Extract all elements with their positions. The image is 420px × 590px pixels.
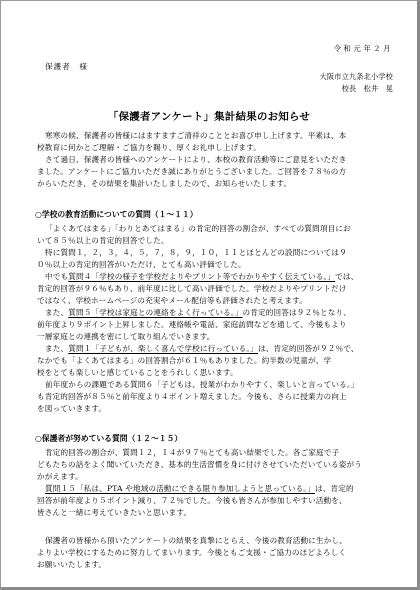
paragraph-line: なかでも「よくあてはまる」の回答割合が６１％もありました。約半数の児童が、学	[37, 356, 332, 365]
paragraph-line: 「よくあてはまる」「わりとあてはまる」の肯定的回答の割合が、すべての質問項目にお	[45, 224, 351, 233]
recipient: 保護者 様	[45, 62, 88, 71]
closing-line: よりよい学校にするために努力してまいります。今後ともご支援・ご協力のほどよろしく	[37, 548, 347, 557]
text: また、	[45, 308, 69, 317]
closing-line: 保護者の皆様から頂いたアンケートの結果を真摯にとらえ、今後の教育活動に生かし、	[45, 536, 348, 545]
paragraph-line: ０％以上の肯定的回答がいただけ、とても高い評価でした。	[37, 260, 246, 269]
paragraph-line: 肯定的回答が９６％もあり、前年度に比して高い評価でした。学校だよりやプリントだけ	[37, 284, 347, 293]
document-title: 「保護者アンケート」集計結果のお知らせ	[107, 111, 311, 123]
underlined-question: 質問１５「私は、PTA や地域の活動にできる限り参加しようと思っている。」	[45, 484, 315, 493]
paragraph-line: 一層家庭との連携を密にして取り組んでいきます。	[37, 332, 215, 341]
text: では、	[335, 272, 359, 281]
document-date: 令和元年２月	[333, 44, 393, 53]
paragraph-line	[45, 483, 354, 495]
underlined-question: 質問５「学校は家庭との連絡をよく行っている。」	[68, 308, 243, 317]
paragraph-line: を図っていきます。	[37, 404, 107, 413]
text: また、	[45, 344, 69, 353]
paragraph-line: かがえます。	[37, 472, 83, 481]
text: は、肯定的	[315, 484, 354, 493]
paragraph-line: 回答が前年度より５ポイント減り、７２％でした。今後も皆さんが参加しやすい活動を、	[37, 496, 347, 505]
paragraph-line	[45, 343, 359, 355]
underlined-question: 質問４「学校の様子を学校だよりやプリント等でわかりやすく伝えている。」	[68, 272, 336, 281]
principal-name: 校長 松井 晃	[341, 84, 393, 93]
paragraph-line: 肯定的回答の割合が、質問１２，１４が９７％とても高い結果でした。各ご家庭で子	[45, 448, 340, 457]
paragraph-line: どもたちの話をよく聞いていただき、基本的生活習慣を身に付けさせていただいている姿がう	[37, 460, 362, 469]
intro-line: ました。アンケートにご協力いただき誠にありがとうございました。ご回答を７８％の方	[37, 167, 347, 176]
text: 中でも	[45, 272, 69, 281]
intro-line: 寒寒の候、保護者の皆様にはますますご清祥のこととお喜び申し上げます。平素は、本	[45, 131, 347, 140]
underlined-question: 質問１「子どもが、楽しく喜んで学校に行っている。」	[68, 344, 259, 353]
paragraph-line	[45, 307, 351, 319]
closing-line: お願いいたします。	[37, 560, 107, 569]
school-name: 大阪市立九条北小学校	[319, 72, 393, 81]
paragraph-line	[45, 271, 358, 283]
paragraph-line: も肯定的回答が８５％と前年度より４ポイント増えました。今後も、さらに授業力の向上	[37, 392, 347, 401]
intro-line: からいただき、その結果を集計いたしましたので、お知らせいたします。	[37, 179, 292, 188]
paragraph-line: 前年度より９ポイント上昇しました。連絡帳や電話、家庭訪問などを通して、今後もより	[37, 320, 347, 329]
intro-line: さて過日、保護者の皆様へのアンケートにより、本校の教育活動等にご意見をいただき	[45, 155, 347, 164]
intro-line: 校教育に何かとご理解・ご協力を賜り、厚くお礼申し上げます。	[37, 143, 261, 152]
paragraph-line: 前年度からの課題である質問６「子どもは、授業がわかりやすく、楽しいと言っている。」	[45, 380, 359, 389]
section-heading: ○学校の教育活動についての質問（１～１１）	[35, 210, 198, 219]
paragraph-line: 皆さんと一緒に考えていきたいと思います。	[37, 508, 192, 517]
section-heading: ○保護者が努めている質問（１２～１５）	[35, 434, 183, 443]
paragraph-line: 校をとても楽しいと感じていることをうれしく思います。	[37, 368, 238, 377]
text: は、肯定的回答が９２％で、	[258, 344, 359, 353]
paragraph-line: ではなく、学校ホームページの充実やメール配信等も評価されたと考えます。	[37, 296, 307, 305]
paragraph-line: 特に質問１，２，３，４，５，７，８，９，１０，１１とほとんどの設問については９	[45, 248, 347, 257]
paragraph-line: いて８５％以上の肯定的回答でした。	[37, 236, 169, 245]
text: の肯定的回答は９２％となり、	[242, 308, 351, 317]
